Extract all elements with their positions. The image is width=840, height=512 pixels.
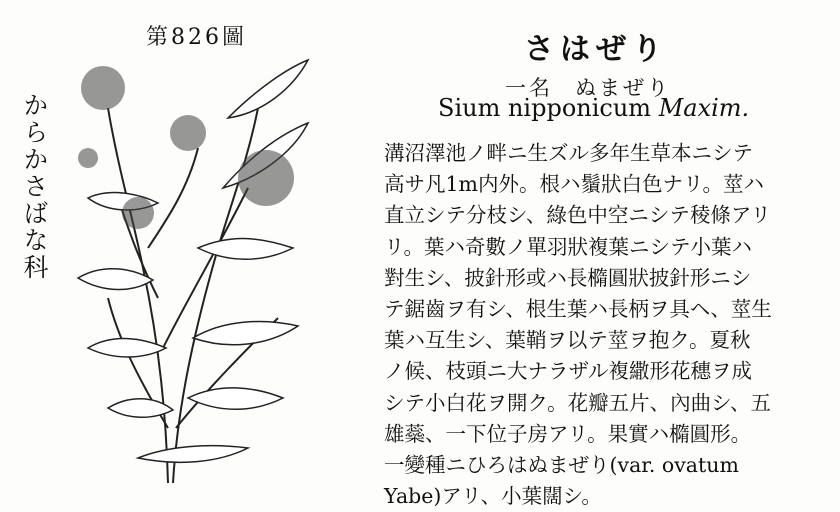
description-line: 雄蘂、一下位子房アリ。果實ハ橢圓形。 bbox=[384, 421, 752, 446]
description-line: 葉ハ互生シ、葉鞘ヲ以テ莖ヲ抱ク。夏秋 bbox=[384, 328, 751, 353]
description-line: 對生シ、披針形或ハ長橢圓狀披針形ニシ bbox=[384, 265, 752, 290]
alias-label: 一名 bbox=[505, 76, 553, 100]
description-line: ノ候、枝頭ニ大ナラザル複繖形花穗ヲ成 bbox=[384, 359, 752, 384]
description-line: 直立シテ分枝シ、綠色中空ニシテ稜條アリ bbox=[384, 203, 772, 228]
family-name: からかさばな科 bbox=[20, 92, 49, 281]
description-line: リ。葉ハ奇數ノ單羽狀複葉ニシテ小葉ハ bbox=[384, 234, 752, 259]
genus-species: Sium nipponicum bbox=[438, 94, 652, 122]
description-line: シテ小白花ヲ開ク。花瓣五片、內曲シ、五 bbox=[384, 390, 772, 415]
description-line: 一變種ニひろはぬまぜり(var. ovatum bbox=[384, 452, 739, 477]
description-line: 溝沼澤池ノ畔ニ生ズル多年生草本ニシテ bbox=[384, 141, 753, 165]
page-title: さはぜり bbox=[524, 32, 668, 67]
description-text bbox=[384, 138, 834, 512]
author-citation: Maxim. bbox=[658, 94, 750, 122]
alias-name: ぬまぜり bbox=[575, 76, 671, 100]
plant-illustration bbox=[48, 48, 348, 488]
description-line: Yabe)アリ、小葉闊シ。 bbox=[384, 484, 602, 509]
description-line: 高サ凡1m内外。根ハ鬚狀白色ナリ。莖ハ bbox=[384, 172, 764, 197]
figure-number: 第826圖 bbox=[146, 25, 247, 50]
scientific-name bbox=[438, 94, 749, 122]
description-line: テ鋸齒ヲ有シ、根生葉ハ長柄ヲ具ヘ、莖生 bbox=[384, 296, 772, 321]
